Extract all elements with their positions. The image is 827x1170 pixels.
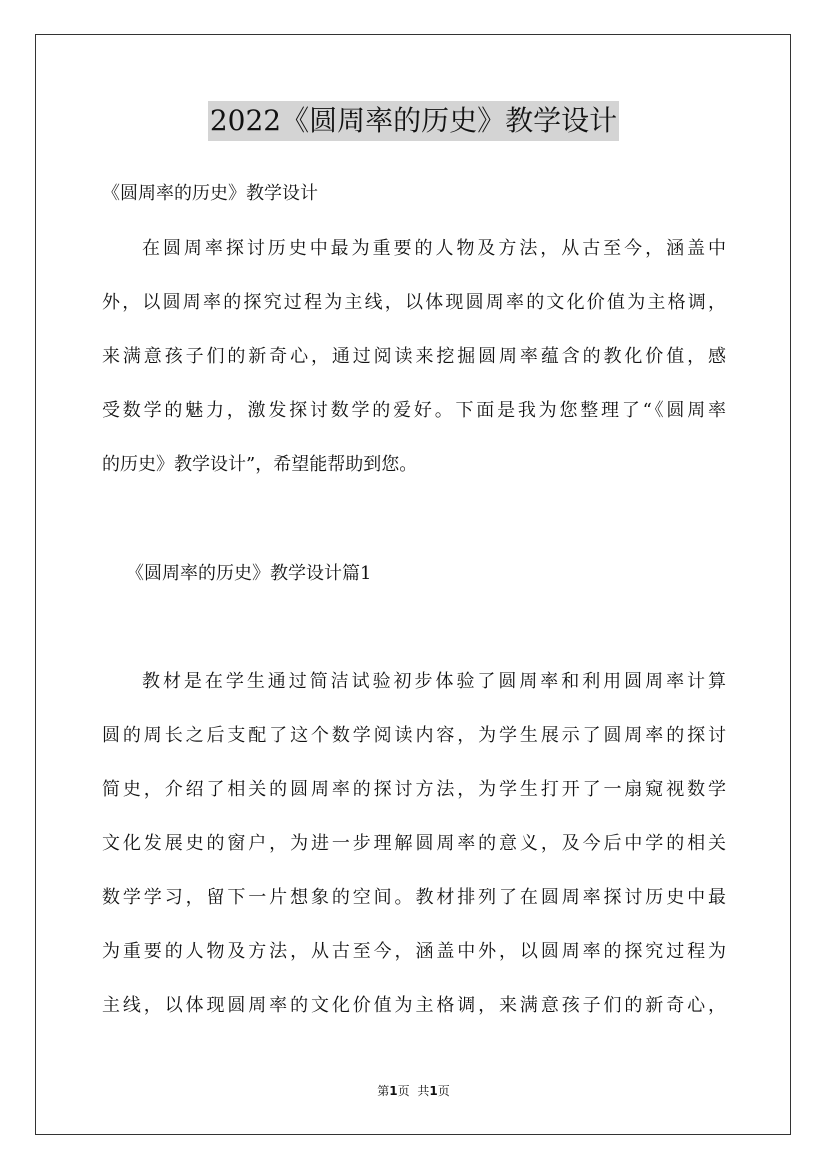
document-subtitle: 《圆周率的历史》教学设计: [102, 183, 318, 204]
footer-total-number: 1: [429, 1084, 438, 1098]
body-line: 圆的周长之后支配了这个数学阅读内容，为学生展示了圆周率的探讨: [102, 725, 726, 746]
body-line: 教材是在学生通过简洁试验初步体验了圆周率和利用圆周率计算: [142, 671, 726, 692]
body-line: 数学学习，留下一片想象的空间。教材排列了在圆周率探讨历史中最: [102, 887, 726, 908]
intro-line: 外，以圆周率的探究过程为主线，以体现圆周率的文化价值为主格调，: [102, 292, 726, 313]
intro-line: 来满意孩子们的新奇心，通过阅读来挖掘圆周率蕴含的教化价值，感: [102, 346, 726, 367]
footer-page-suffix: 页: [397, 1084, 410, 1098]
footer-page-prefix: 第: [377, 1084, 390, 1098]
intro-line: 在圆周率探讨历史中最为重要的人物及方法，从古至今，涵盖中: [142, 238, 726, 259]
intro-line: 的历史》教学设计”，希望能帮助到您。: [102, 454, 418, 475]
footer-total-suffix: 页: [437, 1084, 450, 1098]
intro-line: 受数学的魅力，激发探讨数学的爱好。下面是我为您整理了“《圆周率: [102, 400, 726, 421]
body-line: 简史，介绍了相关的圆周率的探讨方法，为学生打开了一扇窥视数学: [102, 779, 726, 800]
body-line: 主线，以体现圆周率的文化价值为主格调，来满意孩子们的新奇心，: [102, 995, 726, 1016]
body-line: 文化发展史的窗户，为进一步理解圆周率的意义，及今后中学的相关: [102, 833, 726, 854]
title-container: [0, 101, 827, 141]
document-title: 2022《圆周率的历史》教学设计: [208, 101, 619, 141]
body-line: 为重要的人物及方法，从古至今，涵盖中外，以圆周率的探究过程为: [102, 941, 726, 962]
page-footer: [0, 1083, 827, 1099]
footer-total-prefix: 共: [417, 1084, 430, 1098]
section-heading: 《圆周率的历史》教学设计篇1: [126, 563, 372, 584]
footer-page-number: 1: [389, 1084, 398, 1098]
